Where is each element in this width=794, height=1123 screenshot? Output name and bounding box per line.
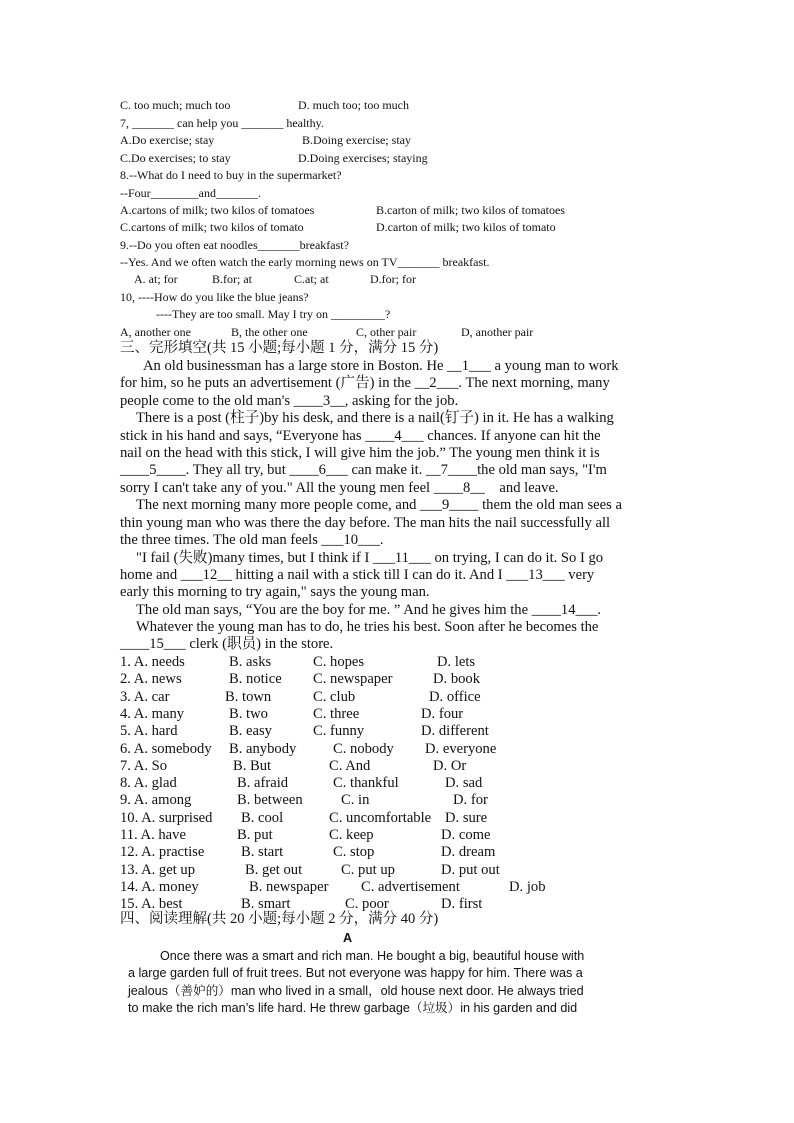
cloze-line: people come to the old man's ____3__, asking for the job. bbox=[120, 393, 459, 409]
cloze-line: The old man says, “You are the boy for me. ” And he gives him the ____14___. bbox=[136, 602, 602, 618]
question-line: 10, ----How do you like the blue jeans? bbox=[120, 290, 309, 304]
cloze-option: C. And bbox=[329, 757, 371, 774]
cloze-option: B. newspaper bbox=[249, 878, 329, 895]
passage-line: a large garden full of fruit trees. But not everyone was happy for him. There was a bbox=[128, 966, 583, 980]
cloze-option: C. funny bbox=[313, 723, 365, 740]
question-line: D.for; for bbox=[370, 272, 416, 286]
cloze-option: 9. A. among bbox=[120, 792, 192, 809]
cloze-option: C. keep bbox=[329, 827, 374, 843]
cloze-option: D. first bbox=[441, 896, 483, 913]
cloze-option: D. for bbox=[453, 792, 488, 809]
cloze-option: B. get out bbox=[245, 861, 303, 878]
cloze-option: 15. A. best bbox=[120, 896, 183, 913]
cloze-option: 8. A. glad bbox=[120, 775, 177, 792]
question-line: C.Do exercises; to stay bbox=[120, 151, 231, 165]
passage-line: jealous（善妒的）man who lived in a small，old house next door. He always tried bbox=[128, 984, 584, 998]
section-3-title: 三、完形填空(共 15 小题;每小题 1 分，满分 15 分) bbox=[120, 340, 439, 356]
question-line: A.cartons of milk; two kilos of tomatoes bbox=[120, 203, 315, 217]
cloze-option: C. poor bbox=[345, 896, 389, 913]
cloze-option: 10. A. surprised bbox=[120, 809, 213, 826]
cloze-line: early this morning to try again," says the young man. bbox=[120, 584, 430, 600]
question-line: B, the other one bbox=[231, 325, 308, 339]
cloze-line: Whatever the young man has to do, he tries his best. Soon after he becomes the bbox=[136, 619, 599, 635]
cloze-option: C. club bbox=[313, 688, 356, 705]
cloze-option: B. afraid bbox=[237, 775, 289, 792]
passage-line: Once there was a smart and rich man. He bought a big, beautiful house with bbox=[160, 949, 585, 963]
cloze-option: B. anybody bbox=[229, 740, 297, 757]
cloze-option: 6. A. somebody bbox=[120, 740, 212, 757]
cloze-line: stick in his hand and says, “Everyone has ____4___ chances. If anyone can hit the bbox=[120, 428, 601, 444]
cloze-option: C. newspaper bbox=[313, 671, 393, 688]
cloze-line: for him, so he puts an advertisement (广告) in the __2___. The next morning, many bbox=[120, 375, 610, 391]
question-line: --Yes. And we often watch the early morning news on TV_______ breakfast. bbox=[120, 255, 490, 269]
question-line: D.Doing exercises; staying bbox=[298, 151, 428, 165]
question-line: B.carton of milk; two kilos of tomatoes bbox=[376, 203, 565, 217]
cloze-option: B. town bbox=[225, 688, 272, 705]
cloze-option: B. two bbox=[229, 705, 268, 722]
cloze-line: An old businessman has a large store in Boston. He __1___ a young man to work bbox=[143, 358, 619, 374]
cloze-option: C. advertisement bbox=[361, 878, 460, 895]
cloze-option: 5. A. hard bbox=[120, 723, 178, 740]
cloze-option: 1. A. needs bbox=[120, 654, 185, 670]
cloze-option: D. Or bbox=[433, 757, 467, 774]
cloze-option: B. notice bbox=[229, 671, 282, 688]
cloze-option: 13. A. get up bbox=[120, 861, 195, 878]
cloze-line: sorry I can't take any of you." All the young men feel ____8__ and leave. bbox=[120, 480, 559, 496]
cloze-line: ____5____. They all try, but ____6___ can make it. __7____the old man says, "I'm bbox=[120, 462, 607, 478]
question-line: B.Doing exercise; stay bbox=[302, 133, 411, 147]
question-line: C.cartons of milk; two kilos of tomato bbox=[120, 220, 304, 234]
cloze-option: D. job bbox=[509, 878, 546, 895]
question-line: 8.--What do I need to buy in the supermarket? bbox=[120, 168, 342, 182]
cloze-option: C. nobody bbox=[333, 740, 394, 757]
cloze-option: D. lets bbox=[437, 654, 476, 670]
cloze-option: B. easy bbox=[229, 723, 272, 740]
cloze-option: D. four bbox=[421, 705, 464, 722]
cloze-option: B. But bbox=[233, 757, 272, 774]
cloze-option: C. uncomfortable bbox=[329, 809, 432, 826]
cloze-option: B. smart bbox=[241, 896, 291, 913]
cloze-option: D. everyone bbox=[425, 740, 497, 757]
cloze-option: 11. A. have bbox=[120, 827, 186, 843]
cloze-option: C. stop bbox=[333, 844, 375, 861]
question-line: D. much too; too much bbox=[298, 98, 409, 112]
cloze-option: C. in bbox=[341, 792, 370, 809]
cloze-line: The next morning many more people come, and ___9____ them the old man sees a bbox=[136, 497, 622, 513]
cloze-option: D. office bbox=[429, 688, 481, 705]
question-line: --Four________and_______. bbox=[120, 186, 261, 200]
cloze-option: D. dream bbox=[441, 844, 496, 861]
cloze-option: 7. A. So bbox=[120, 757, 168, 774]
question-line: B.for; at bbox=[212, 272, 252, 286]
cloze-option: B. cool bbox=[241, 809, 284, 826]
passage-line: to make the rich man’s life hard. He threw garbage（垃圾）in his garden and did bbox=[128, 1001, 578, 1015]
cloze-option: 2. A. news bbox=[120, 671, 182, 688]
cloze-option: D. sure bbox=[445, 809, 488, 826]
question-line: A, another one bbox=[120, 325, 191, 339]
section-4-title: 四、阅读理解(共 20 小题;每小题 2 分，满分 40 分) bbox=[120, 911, 439, 927]
cloze-option: C. put up bbox=[341, 861, 395, 878]
question-line: A.Do exercise; stay bbox=[120, 133, 215, 147]
cloze-option: B. between bbox=[237, 792, 303, 809]
question-line: C, other pair bbox=[356, 325, 417, 339]
cloze-option: 14. A. money bbox=[120, 878, 199, 895]
cloze-option: C. thankful bbox=[333, 775, 399, 792]
question-line: ----They are too small. May I try on _________? bbox=[156, 307, 391, 321]
cloze-line: nail on the head with this stick, I will give him the job.” The young men think it is bbox=[120, 445, 600, 461]
cloze-option: D. put out bbox=[441, 861, 500, 878]
cloze-line: thin young man who was there the day before. The man hits the nail successfully all bbox=[120, 515, 611, 531]
question-line: A. at; for bbox=[134, 272, 178, 286]
cloze-option: 4. A. many bbox=[120, 705, 185, 722]
cloze-line: home and ___12__ hitting a nail with a stick till I can do it. And I ___13___ very bbox=[120, 567, 595, 583]
cloze-line: There is a post (柱子)by his desk, and there is a nail(钉子) in it. He has a walking bbox=[136, 410, 614, 426]
cloze-option: C. hopes bbox=[313, 654, 365, 670]
cloze-option: D. sad bbox=[445, 775, 483, 792]
question-line: C. too much; much too bbox=[120, 98, 231, 112]
question-line: D, another pair bbox=[461, 325, 534, 339]
passage-a-label: A bbox=[343, 931, 353, 945]
cloze-option: B. asks bbox=[229, 654, 272, 670]
question-line: 9.--Do you often eat noodles_______breakfast? bbox=[120, 238, 349, 252]
cloze-line: "I fail (失败)many times, but I think if I ___11___ on trying, I can do it. So I go bbox=[136, 550, 604, 566]
cloze-line: ____15___ clerk (职员) in the store. bbox=[120, 636, 334, 652]
cloze-option: 12. A. practise bbox=[120, 844, 205, 861]
cloze-option: B. start bbox=[241, 844, 284, 861]
cloze-line: the three times. The old man feels ___10___. bbox=[120, 532, 384, 548]
cloze-option: D. different bbox=[421, 723, 489, 740]
question-line: 7, _______ can help you _______ healthy. bbox=[120, 116, 324, 130]
cloze-option: B. put bbox=[237, 827, 273, 843]
cloze-option: D. come bbox=[441, 827, 491, 843]
cloze-option: D. book bbox=[433, 671, 481, 688]
cloze-option: C. three bbox=[313, 705, 360, 722]
question-line: D.carton of milk; two kilos of tomato bbox=[376, 220, 556, 234]
question-line: C.at; at bbox=[294, 272, 329, 286]
cloze-option: 3. A. car bbox=[120, 688, 170, 705]
